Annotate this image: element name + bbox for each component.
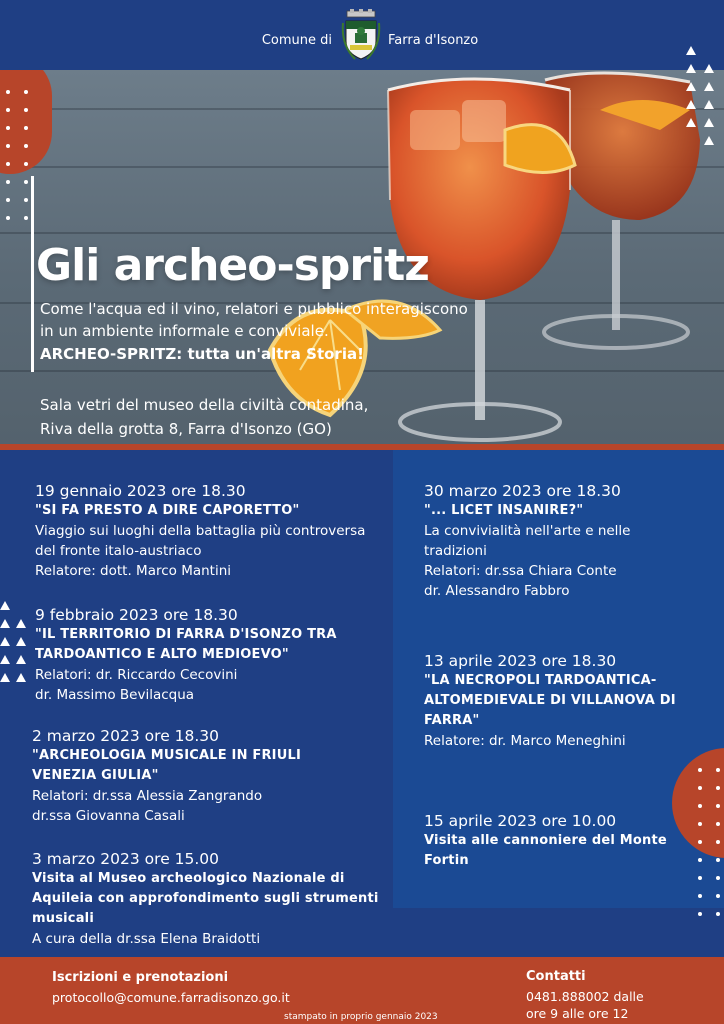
event-speaker: dr. Massimo Bevilacqua — [35, 687, 195, 703]
event-title: musicali — [32, 911, 94, 926]
contact-phone[interactable]: 0481.888002 dalle — [526, 989, 644, 1004]
event-item — [424, 651, 676, 751]
event-title: TARDOANTICO E ALTO MEDIOEVO" — [35, 647, 289, 662]
hero-tagline: ARCHEO-SPRITZ: tutta un'altra Storia! — [40, 345, 364, 363]
footer-bar — [0, 957, 724, 1024]
event-title: "LA NECROPOLI TARDOANTICA- — [424, 673, 657, 688]
event-title: FARRA" — [424, 713, 480, 728]
event-title: Fortin — [424, 853, 469, 868]
event-date: 30 marzo 2023 ore 18.30 — [424, 482, 621, 500]
event-title: "... LICET INSANIRE?" — [424, 503, 584, 518]
header-bar — [0, 0, 724, 70]
event-detail: tradizioni — [424, 543, 487, 559]
event-detail: La convivialità nell'arte e nelle — [424, 523, 631, 539]
event-date: 2 marzo 2023 ore 18.30 — [32, 727, 220, 745]
contact-hours: ore 9 alle ore 12 — [526, 1006, 629, 1021]
event-detail: del fronte italo-austriaco — [35, 543, 202, 559]
event-speaker: Relatori: dr.ssa Chiara Conte — [424, 563, 617, 579]
event-date: 15 aprile 2023 ore 10.00 — [424, 812, 617, 830]
event-speaker: Relatori: dr.ssa Alessia Zangrando — [32, 788, 263, 804]
event-item — [35, 481, 365, 581]
event-speaker: Relatori: dr. Riccardo Cecovini — [35, 667, 238, 683]
event-title: "IL TERRITORIO DI FARRA D'ISONZO TRA — [35, 627, 337, 642]
registrations-label: Iscrizioni e prenotazioni — [52, 970, 229, 985]
event-speaker: Relatore: dr. Marco Meneghini — [424, 733, 626, 749]
event-speaker: dr.ssa Giovanna Casali — [32, 808, 185, 824]
event-date: 3 marzo 2023 ore 15.00 — [32, 850, 220, 868]
hero-accent-bar — [31, 176, 34, 372]
event-speaker: A cura della dr.ssa Elena Braidotti — [32, 931, 261, 947]
contact-email[interactable]: protocollo@comune.farradisonzo.go.it — [52, 990, 290, 1005]
event-date: 19 gennaio 2023 ore 18.30 — [35, 482, 246, 500]
event-title: VENEZIA GIULIA" — [32, 768, 159, 783]
hero-intro-line: Come l'acqua ed il vino, relatori e pubblico interagiscono — [40, 300, 468, 318]
venue-address: Riva della grotta 8, Farra d'Isonzo (GO) — [40, 420, 332, 438]
event-title: Visita alle cannoniere del Monte — [424, 833, 667, 848]
event-item — [32, 726, 301, 826]
event-item — [32, 849, 379, 949]
event-date: 13 aprile 2023 ore 18.30 — [424, 652, 617, 670]
event-title: "SI FA PRESTO A DIRE CAPORETTO" — [35, 503, 300, 518]
header-town-label: Farra d'Isonzo — [388, 33, 479, 48]
municipal-crest-icon — [341, 9, 381, 61]
event-title: Aquileia con approfondimento sugli strumenti — [32, 891, 379, 906]
hero-intro-line: in un ambiente informale e conviviale. — [40, 322, 329, 340]
event-title: ALTOMEDIEVALE DI VILLANOVA DI — [424, 693, 676, 708]
header-comune-label: Comune di — [261, 33, 332, 48]
event-title: Visita al Museo archeologico Nazionale di — [32, 871, 345, 886]
event-item — [424, 811, 667, 871]
event-speaker: dr. Alessandro Fabbro — [424, 583, 570, 599]
event-speaker: Relatore: dott. Marco Mantini — [35, 563, 232, 579]
print-note: stampato in proprio gennaio 2023 — [284, 1012, 438, 1022]
event-item — [35, 605, 337, 705]
event-item — [424, 481, 631, 601]
event-series-title: Gli archeo-spritz — [36, 240, 429, 291]
event-detail: Viaggio sui luoghi della battaglia più controversa — [35, 523, 366, 539]
event-title: "ARCHEOLOGIA MUSICALE IN FRIULI — [32, 748, 301, 763]
event-date: 9 febbraio 2023 ore 18.30 — [35, 606, 238, 624]
contacts-label: Contatti — [526, 969, 586, 984]
venue-line: Sala vetri del museo della civiltà contadina, — [40, 396, 369, 414]
